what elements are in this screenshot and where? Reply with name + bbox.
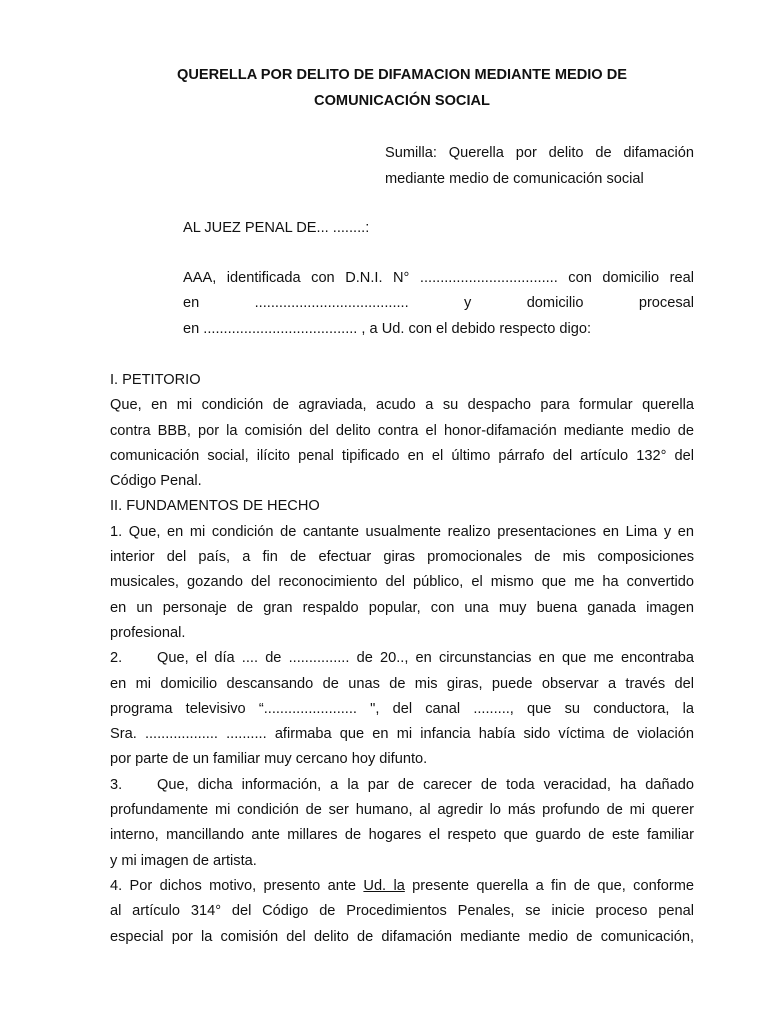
- paragraph-3-number: 3.: [110, 776, 123, 793]
- sumilla-block: [385, 141, 694, 192]
- paragraph-3-first-line: [110, 773, 694, 798]
- sumilla-line-1: Sumilla: Querella por delito de difamación: [385, 145, 694, 161]
- paragraph-4-line: especial por la comisión del delito de difamación mediante medio de comunicación,: [110, 928, 694, 945]
- paragraph-2-line: programa televisivo “....................... ", del canal ........., que su conductora, la: [110, 700, 694, 717]
- paragraph-2-line: por parte de un familiar muy cercano hoy difunto.: [110, 751, 428, 768]
- paragraph-2-line: Sra. .................. .......... afirmaba que en mi infancia había sido víctima de violación: [110, 726, 694, 743]
- paragraph-4-underlined-text: Ud. la: [363, 877, 405, 894]
- section-heading-petitorio: I. PETITORIO: [110, 372, 201, 388]
- paragraph-4-text-start: 4. Por dichos motivo, presento ante: [110, 877, 364, 894]
- intro-line-1: AAA, identificada con D.N.I. N° .................................. con domicilio real: [183, 270, 694, 286]
- intro-line-2: en ...................................... y domicilio procesal: [183, 295, 694, 312]
- paragraph-4-text-end: presente querella a fin de que, conforme: [404, 877, 694, 894]
- paragraph-2-line: en mi domicilio descansando de unas de mis giras, puede observar a través del: [110, 675, 694, 692]
- addressee: AL JUEZ PENAL DE... ........:: [183, 220, 370, 236]
- paragraph-4-line: al artículo 314° del Código de Procedimientos Penales, se inicie proceso penal: [110, 903, 694, 920]
- paragraph-1-line: profesional.: [110, 624, 186, 641]
- sumilla-line-2: mediante medio de comunicación social: [385, 170, 644, 187]
- paragraph-3-line: interno, mancillando ante millares de hogares el respeto que guardo de este familiar: [110, 827, 694, 844]
- petitorio-line: contra BBB, por la comisión del delito contra el honor-difamación mediante medio de: [110, 422, 694, 439]
- petitorio-line: Que, en mi condición de agraviada, acudo a su despacho para formular querella: [110, 397, 694, 414]
- paragraph-3-line: Que, dicha información, a la par de carecer de toda veracidad, ha dañado: [157, 776, 694, 793]
- document-title-line-2: COMUNICACIÓN SOCIAL: [314, 93, 490, 109]
- petitorio-line: comunicación social, ilícito penal tipificado en el último párrafo del artículo 132° del: [110, 447, 694, 464]
- petitorio-line: Código Penal.: [110, 473, 202, 490]
- intro-line-3: en ...................................... , a Ud. con el debido respecto digo:: [183, 320, 592, 337]
- paragraph-1-line: interior del país, a fin de efectuar giras promocionales de mis composiciones: [110, 549, 694, 566]
- document-title-line-1: QUERELLA POR DELITO DE DIFAMACION MEDIANTE MEDIO DE: [177, 67, 627, 83]
- paragraph-2-number: 2.: [110, 650, 123, 667]
- paragraph-2-line: Que, el día .... de ............... de 20.., en circunstancias en que me encontraba: [157, 650, 694, 667]
- paragraph-1-line: musicales, gozando del reconocimiento del público, el mismo que me ha convertido: [110, 574, 694, 591]
- paragraph-1-line: en un personaje de gran respaldo popular, con una muy buena ganada imagen: [110, 599, 694, 616]
- document-body: [110, 368, 694, 950]
- section-heading-fundamentos: II. FUNDAMENTOS DE HECHO: [110, 498, 320, 515]
- paragraph-4-first-line: [110, 874, 694, 899]
- paragraph-1-line: 1. Que, en mi condición de cantante usualmente realizo presentaciones en Lima y en: [110, 523, 694, 540]
- paragraph-2-first-line: [110, 646, 694, 671]
- intro-paragraph: [183, 266, 694, 342]
- paragraph-3-line: profundamente mi condición de ser humano, al agredir lo más profundo de mi querer: [110, 802, 694, 819]
- paragraph-3-line: y mi imagen de artista.: [110, 852, 257, 869]
